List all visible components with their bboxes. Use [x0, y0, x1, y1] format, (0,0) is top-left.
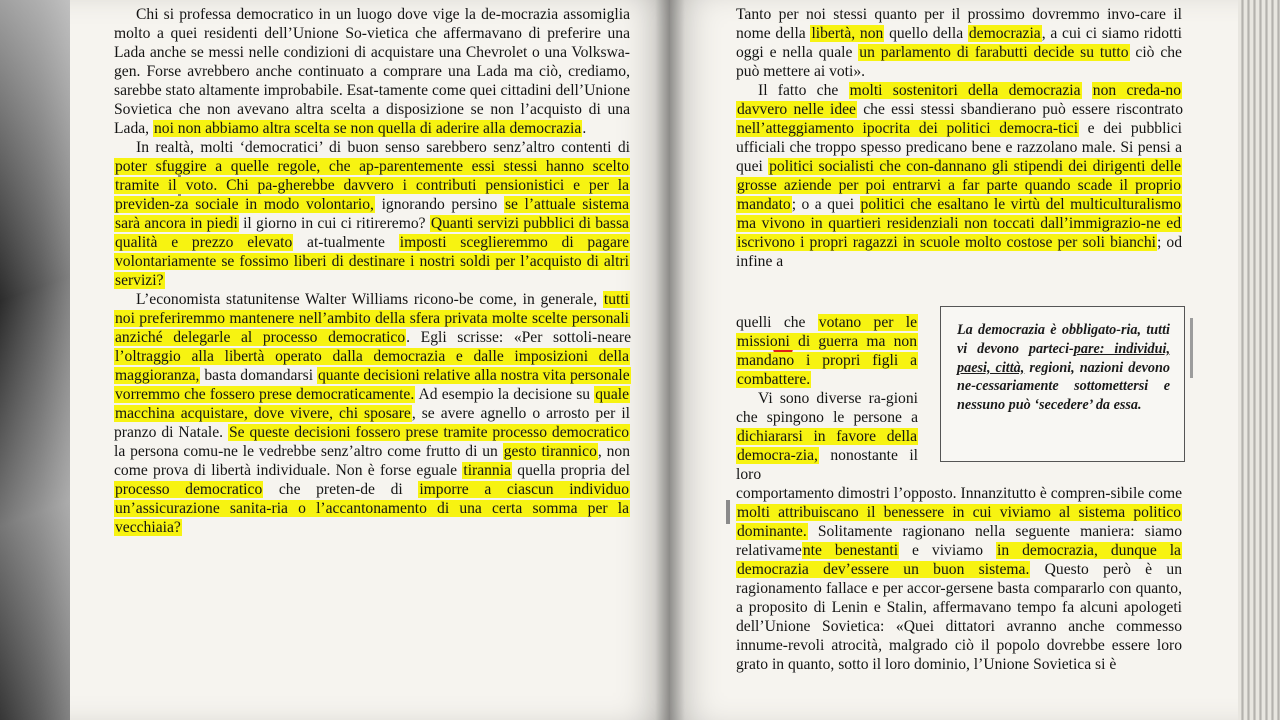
right-page-text-top [736, 5, 1182, 271]
highlighted-text: tirannia [463, 462, 511, 479]
body-text: che essi stessi sbandierano può essere riscontrato [856, 101, 1183, 118]
paragraph [736, 81, 1182, 271]
body-text [1082, 82, 1092, 99]
highlighted-text: molti sostenitori della democrazia [849, 82, 1081, 99]
highlighted-text: se l’attuale sistema sarà ancora in piedi [115, 196, 629, 232]
body-text: quello della [884, 25, 968, 42]
body-text: Chi si professa democratico in un luogo dove vige la de-mocrazia assomiglia molto a quei residenti dell’Unione So-vietica che affermavano di preferire una Lada anche se messi nelle condizioni di acquistare una Chevrolet o una Volkswa-gen. Forse avrebbero anche continuato a comprare una Lada ma ciò, crediamo, sarebbe stato altamente improbabile. Esat-tamente come quei cittadini dell’Unione Sovietica che non avevano altra scelta a disposizione se non l’acquisto di una Lada, [114, 6, 630, 137]
body-text: comportamento dimostri l’opposto. Innanzitutto è compren-sibile come [736, 485, 1182, 502]
highlighted-text: nell’atteggiamento ipocrita dei politici democra-tici [737, 120, 1079, 137]
body-text: Vi sono diverse ra-gioni che spingono le persone a [736, 390, 918, 426]
body-text: , se avere agnello o arrosto per il pranzo di Natale. [114, 405, 630, 441]
highlighted-text: nte benestanti [802, 542, 899, 559]
highlighted-text: quale macchina acquistare, dove vivere, chi sposare [115, 386, 629, 422]
body-text: Questo però è un ragionamento fallace e per accor-gersene basta compararlo con quanto, a proposito di Lenin e Stalin, affermavano tempo fa alcuni apologeti dell’Unione Sovietica: «Quei dittatori avranno anche commesso innume-revoli atrocità, malgrado ciò il popolo dovrebbe essere loro grato in quanto, sotto il loro dominio, l’Unione Sovietica si è [736, 561, 1183, 673]
right-page-text-wrap [736, 313, 918, 484]
highlighted-text: Quanti servizi pubblici di bassa qualità e prezzo elevato [115, 215, 629, 251]
sidebar-quote-part: La democrazia è obbligato-ria, tutti vi devono parteci- [957, 322, 1170, 357]
body-text: ; od infine a [736, 234, 1182, 270]
highlighted-text: non creda-no davvero nelle idee [737, 82, 1181, 118]
paragraph [114, 5, 630, 138]
body-text: . Egli scrisse: «Per sottoli-neare [406, 329, 631, 346]
left-page-text [114, 5, 630, 537]
highlighted-text: un parlamento di farabutti decide su tutto [859, 44, 1129, 61]
body-text: Ad esempio la decisione su [415, 386, 595, 403]
body-text: at-tualmente [293, 234, 399, 251]
sidebar-quote-part: regioni, nazioni devono ne-cessariamente sottomettersi e nessuno può ‘secedere’ da essa. [957, 359, 1170, 414]
body-text: che preten-de di [263, 481, 419, 498]
highlighted-text: noi non abbiamo altra scelta se non quella di aderire alla democrazia [153, 120, 582, 137]
body-text: Solitamente ragionano nella seguente maniera: siamo relativame [736, 523, 1182, 559]
highlighted-text: libertà, non [811, 25, 884, 42]
highlighted-text: imporre a ciascun individuo un’assicurazione sanita-ria o l’accantonamento di una certa somma per la vecchiaia? [115, 481, 629, 536]
highlighted-text: Se queste decisioni fossero prese tramite processo democratico [228, 424, 629, 441]
body-text: . [582, 120, 587, 137]
highlighted-text: imposti sceglieremmo di pagare volontariamente se fossimo liberi di destinare i nostri soldi per l’acquisto di altri servizi? [115, 234, 629, 289]
highlighted-text: gesto tirannico [503, 443, 597, 460]
body-text: ciò che può mettere ai voti». [736, 44, 1182, 80]
body-text: , a cui ci siamo ridotti oggi e nella quale [736, 25, 1182, 61]
highlighted-text: quante decisioni relative alla nostra vita personale vorremmo che fossero prese democraticamente. [115, 367, 630, 403]
body-text: Tanto per noi stessi quanto per il prossimo dovremmo invo-care il nome della [736, 6, 1182, 42]
body-text: , non come prova di libertà individuale. Non è forse eguale [114, 443, 630, 479]
body-text: ; o a quei [791, 196, 860, 213]
highlighted-text: tutti noi preferiremmo mantenere nell’ambito della sfera privata molte scelte personali anziché delegarle al processo democratico [115, 291, 629, 346]
highlighted-text: democrazia [968, 25, 1041, 42]
paragraph [736, 389, 918, 484]
sidebar-quote-text [957, 321, 1170, 415]
highlighted-text: politici che esaltano le virtù del multiculturalismo ma vivono in quartieri residenziali non toccati dall’immigrazio-ne ed iscrivono i propri ragazzi in scuole molto costose per soli bianchi [737, 196, 1181, 251]
paragraph [114, 290, 630, 537]
body-text: quelli che [736, 314, 818, 331]
body-text: e dei pubblici ufficiali che troppo spesso predicano bene e razzolano male. Si pensi a quei [736, 120, 1182, 175]
body-text: e viviamo [899, 542, 997, 559]
body-text: quella propria del [512, 462, 630, 479]
body-text: In realtà, molti ‘democratici’ di buon senso sarebbero senz’altro contenti di [136, 139, 630, 156]
sidebar-margin-bar [1190, 318, 1193, 378]
body-text: Il fatto che [758, 82, 849, 99]
paragraph [114, 138, 630, 290]
page-edges [1238, 0, 1280, 720]
highlighted-text: politici socialisti che con-dannano gli stipendi dei dirigenti delle grosse aziende per poi entrarvi a far parte quando scade il proprio mandato [737, 158, 1181, 213]
paragraph [736, 5, 1182, 81]
book-gutter [655, 0, 685, 720]
pencil-margin-mark [726, 500, 730, 524]
body-text: basta domandarsi [200, 367, 317, 384]
sidebar-quote-box [940, 306, 1185, 462]
highlighted-text: l’oltraggio alla libertà operato dalla democrazia e dalle imposizioni della maggioranza, [115, 348, 629, 384]
body-text: L’economista statunitense Walter Williams ricono-be come, in generale, [136, 291, 603, 308]
body-text: nonostante il loro [736, 447, 918, 483]
highlighted-text: processo democratico [115, 481, 263, 498]
body-text: ignorando persino [374, 196, 504, 213]
right-page-text-bottom [736, 484, 1182, 674]
paragraph [736, 313, 918, 389]
highlighted-text: dichiararsi in favore della democra-zia, [737, 428, 917, 464]
highlighted-text: votano per le missioni di guerra ma non mandano i propri figli a combattere. [737, 314, 918, 388]
body-text: la persona comu-ne le vedrebbe senz’altro come frutto di un [114, 443, 503, 460]
highlighted-text: molti attribuiscano il benessere in cui viviamo al sistema politico dominante. [737, 504, 1181, 540]
body-text: il giorno in cui ci ritireremo? [238, 215, 430, 232]
highlighted-text: in democrazia, dunque la democrazia dev’essere un buon sistema. [737, 542, 1181, 578]
highlighted-text: poter sfuggire a quelle regole, che ap-parentemente essi stessi hanno scelto tramite il voto. Chi pa-gherebbe davvero i contributi pensionistici e per la previden-za sociale in modo volontario, [115, 158, 629, 213]
paragraph [736, 484, 1182, 674]
sidebar-quote-underlined: pare: individui, paesi, città, [957, 340, 1170, 376]
